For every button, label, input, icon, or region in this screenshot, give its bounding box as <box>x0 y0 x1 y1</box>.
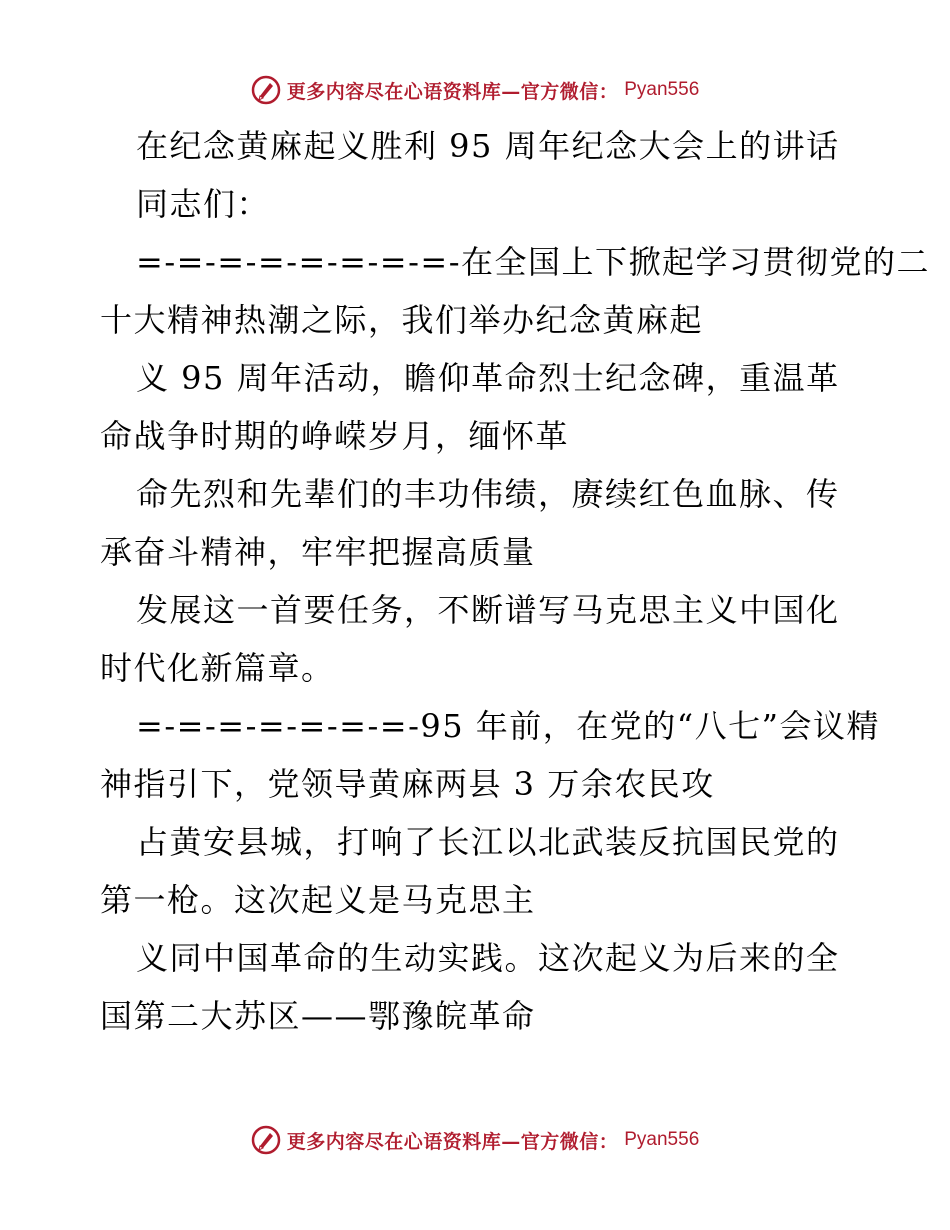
text-line: 第一枪。这次起义是马克思主 <box>100 881 536 919</box>
text-line: =-=-=-=-=-=-=-=-在全国上下掀起学习贯彻党的二 <box>136 243 931 281</box>
banner-wechat-handle: Pyan556 <box>624 79 700 100</box>
pen-logo-icon <box>251 1125 281 1155</box>
document-body <box>100 122 931 1050</box>
text-line: 承奋斗精神，牢牢把握高质量 <box>100 533 536 571</box>
text-line: 义同中国革命的生动实践。这次起义为后来的全 <box>136 939 840 977</box>
text-line: 发展这一首要任务，不断谱写马克思主义中国化 <box>136 591 840 629</box>
text-line: 占黄安县城，打响了长江以北武装反抗国民党的 <box>136 823 840 861</box>
text-line: 同志们： <box>136 185 271 223</box>
text-line: 神指引下，党领导黄麻两县 3 万余农民攻 <box>100 765 715 803</box>
banner-wechat-handle: Pyan556 <box>624 1129 700 1150</box>
text-line: 十大精神热潮之际，我们举办纪念黄麻起 <box>100 301 704 339</box>
header-banner <box>0 72 950 108</box>
text-line: 国第二大苏区——鄂豫皖革命 <box>100 997 536 1035</box>
text-line: 时代化新篇章。 <box>100 649 335 687</box>
footer-banner <box>0 1122 950 1158</box>
text-line: 在纪念黄麻起义胜利 95 周年纪念大会上的讲话 <box>136 127 840 165</box>
banner-text: 更多内容尽在心语资料库—官方微信： <box>286 1130 619 1153</box>
text-line: 命先烈和先辈们的丰功伟绩，赓续红色血脉、传 <box>136 475 840 513</box>
text-line: 义 95 周年活动，瞻仰革命烈士纪念碑，重温革 <box>136 359 840 397</box>
pen-logo-icon <box>251 75 281 105</box>
text-line: =-=-=-=-=-=-=-95 年前，在党的“八七”会议精 <box>136 707 880 745</box>
text-line: 命战争时期的峥嵘岁月，缅怀革 <box>100 417 570 455</box>
banner-text: 更多内容尽在心语资料库—官方微信： <box>286 80 619 103</box>
